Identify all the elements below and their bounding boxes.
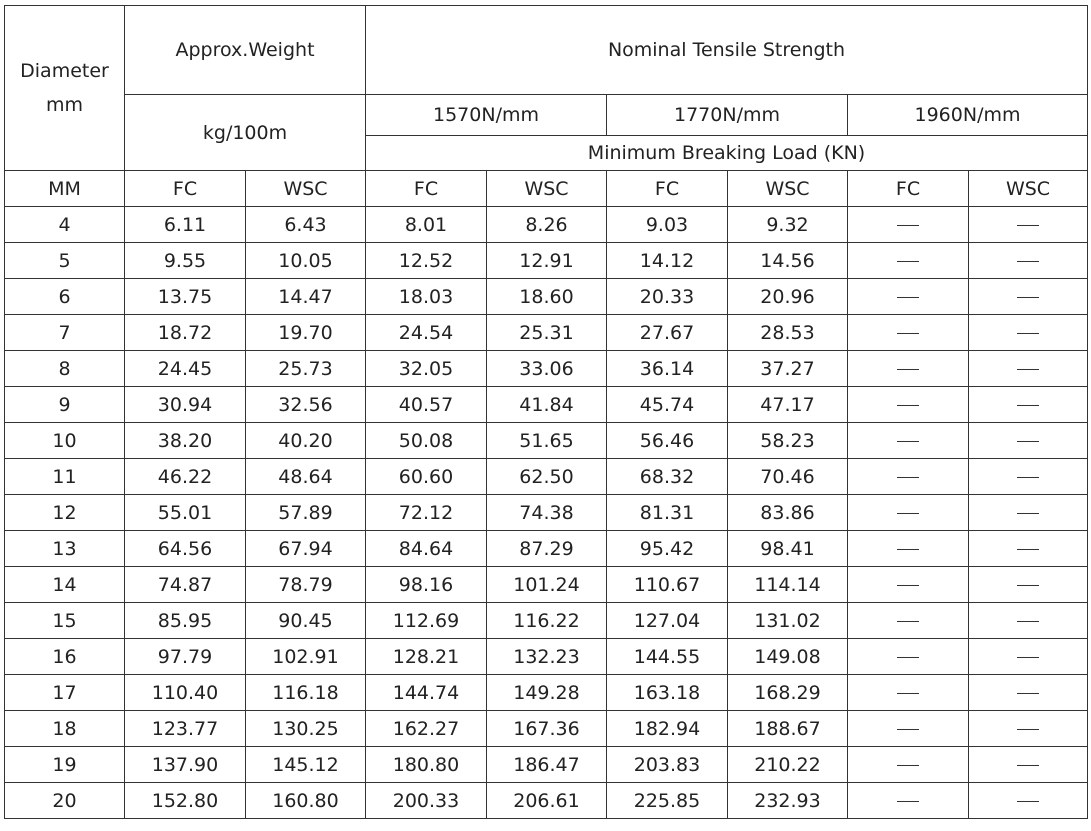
dash-icon xyxy=(1017,441,1039,442)
value-cell: 57.89 xyxy=(246,495,366,531)
diameter-cell: 12 xyxy=(5,495,125,531)
empty-value-cell xyxy=(848,423,969,459)
dash-icon xyxy=(897,549,919,550)
value-cell: 90.45 xyxy=(246,603,366,639)
value-cell: 116.22 xyxy=(487,603,607,639)
diameter-cell: 5 xyxy=(5,243,125,279)
value-cell: 131.02 xyxy=(728,603,848,639)
value-cell: 84.64 xyxy=(366,531,487,567)
value-cell: 232.93 xyxy=(728,783,848,819)
value-cell: 70.46 xyxy=(728,459,848,495)
table-row xyxy=(5,387,1088,423)
dash-icon xyxy=(897,657,919,658)
dash-icon xyxy=(1017,225,1039,226)
table-row xyxy=(5,243,1088,279)
column-subheader-row xyxy=(5,171,1088,207)
dash-icon xyxy=(1017,693,1039,694)
value-cell: 149.28 xyxy=(487,675,607,711)
empty-value-cell xyxy=(969,279,1088,315)
dash-icon xyxy=(897,477,919,478)
dash-icon xyxy=(897,585,919,586)
approx-weight-header: Approx.Weight xyxy=(125,6,366,95)
value-cell: 83.86 xyxy=(728,495,848,531)
empty-value-cell xyxy=(969,495,1088,531)
dash-icon xyxy=(897,225,919,226)
table-row xyxy=(5,351,1088,387)
value-cell: 6.43 xyxy=(246,207,366,243)
min-breaking-load-header: Minimum Breaking Load (KN) xyxy=(366,136,1088,171)
dash-icon xyxy=(897,441,919,442)
dash-icon xyxy=(897,621,919,622)
value-cell: 18.72 xyxy=(125,315,246,351)
value-cell: 27.67 xyxy=(607,315,728,351)
subheader-cell: FC xyxy=(848,171,969,207)
table-row xyxy=(5,639,1088,675)
value-cell: 200.33 xyxy=(366,783,487,819)
value-cell: 210.22 xyxy=(728,747,848,783)
table-row xyxy=(5,603,1088,639)
table-row xyxy=(5,207,1088,243)
value-cell: 137.90 xyxy=(125,747,246,783)
value-cell: 24.45 xyxy=(125,351,246,387)
strength-1770-header: 1770N/mm xyxy=(607,95,848,136)
diameter-cell: 6 xyxy=(5,279,125,315)
value-cell: 19.70 xyxy=(246,315,366,351)
table-row xyxy=(5,567,1088,603)
value-cell: 188.67 xyxy=(728,711,848,747)
value-cell: 116.18 xyxy=(246,675,366,711)
empty-value-cell xyxy=(848,279,969,315)
diameter-cell: 17 xyxy=(5,675,125,711)
nominal-tensile-header: Nominal Tensile Strength xyxy=(366,6,1088,95)
value-cell: 102.91 xyxy=(246,639,366,675)
dash-icon xyxy=(1017,765,1039,766)
empty-value-cell xyxy=(848,747,969,783)
value-cell: 62.50 xyxy=(487,459,607,495)
dash-icon xyxy=(1017,477,1039,478)
dash-icon xyxy=(897,729,919,730)
value-cell: 98.16 xyxy=(366,567,487,603)
diameter-unit: mm xyxy=(45,94,84,116)
empty-value-cell xyxy=(848,639,969,675)
value-cell: 163.18 xyxy=(607,675,728,711)
empty-value-cell xyxy=(969,783,1088,819)
table-row xyxy=(5,423,1088,459)
dash-icon xyxy=(1017,297,1039,298)
diameter-cell: 16 xyxy=(5,639,125,675)
diameter-cell: 8 xyxy=(5,351,125,387)
diameter-label: Diameter xyxy=(20,60,109,82)
dash-icon xyxy=(1017,369,1039,370)
value-cell: 78.79 xyxy=(246,567,366,603)
table-body xyxy=(5,207,1088,819)
value-cell: 182.94 xyxy=(607,711,728,747)
value-cell: 8.01 xyxy=(366,207,487,243)
empty-value-cell xyxy=(969,747,1088,783)
value-cell: 112.69 xyxy=(366,603,487,639)
empty-value-cell xyxy=(969,459,1088,495)
value-cell: 50.08 xyxy=(366,423,487,459)
value-cell: 30.94 xyxy=(125,387,246,423)
subheader-cell: FC xyxy=(607,171,728,207)
value-cell: 24.54 xyxy=(366,315,487,351)
value-cell: 225.85 xyxy=(607,783,728,819)
table-row xyxy=(5,531,1088,567)
diameter-cell: 9 xyxy=(5,387,125,423)
empty-value-cell xyxy=(848,675,969,711)
subheader-cell: FC xyxy=(366,171,487,207)
value-cell: 10.05 xyxy=(246,243,366,279)
value-cell: 8.26 xyxy=(487,207,607,243)
value-cell: 132.23 xyxy=(487,639,607,675)
empty-value-cell xyxy=(848,783,969,819)
dash-icon xyxy=(1017,549,1039,550)
empty-value-cell xyxy=(969,603,1088,639)
value-cell: 14.56 xyxy=(728,243,848,279)
value-cell: 38.20 xyxy=(125,423,246,459)
empty-value-cell xyxy=(969,423,1088,459)
empty-value-cell xyxy=(969,315,1088,351)
empty-value-cell xyxy=(848,351,969,387)
value-cell: 9.03 xyxy=(607,207,728,243)
dash-icon xyxy=(1017,261,1039,262)
value-cell: 9.55 xyxy=(125,243,246,279)
empty-value-cell xyxy=(969,243,1088,279)
diameter-cell: 10 xyxy=(5,423,125,459)
value-cell: 18.03 xyxy=(366,279,487,315)
value-cell: 152.80 xyxy=(125,783,246,819)
value-cell: 36.14 xyxy=(607,351,728,387)
dash-icon xyxy=(1017,621,1039,622)
value-cell: 18.60 xyxy=(487,279,607,315)
dash-icon xyxy=(1017,585,1039,586)
diameter-cell: 18 xyxy=(5,711,125,747)
subheader-cell: WSC xyxy=(487,171,607,207)
value-cell: 98.41 xyxy=(728,531,848,567)
empty-value-cell xyxy=(848,207,969,243)
value-cell: 110.67 xyxy=(607,567,728,603)
value-cell: 20.33 xyxy=(607,279,728,315)
value-cell: 37.27 xyxy=(728,351,848,387)
value-cell: 41.84 xyxy=(487,387,607,423)
table-row xyxy=(5,711,1088,747)
dash-icon xyxy=(897,369,919,370)
value-cell: 14.47 xyxy=(246,279,366,315)
empty-value-cell xyxy=(969,351,1088,387)
diameter-cell: 20 xyxy=(5,783,125,819)
value-cell: 47.17 xyxy=(728,387,848,423)
value-cell: 28.53 xyxy=(728,315,848,351)
subheader-cell: FC xyxy=(125,171,246,207)
value-cell: 110.40 xyxy=(125,675,246,711)
value-cell: 168.29 xyxy=(728,675,848,711)
empty-value-cell xyxy=(969,387,1088,423)
value-cell: 6.11 xyxy=(125,207,246,243)
empty-value-cell xyxy=(969,711,1088,747)
value-cell: 95.42 xyxy=(607,531,728,567)
dash-icon xyxy=(897,333,919,334)
value-cell: 128.21 xyxy=(366,639,487,675)
table-row xyxy=(5,747,1088,783)
value-cell: 145.12 xyxy=(246,747,366,783)
empty-value-cell xyxy=(969,207,1088,243)
subheader-cell: WSC xyxy=(969,171,1088,207)
diameter-header xyxy=(5,6,125,171)
value-cell: 160.80 xyxy=(246,783,366,819)
value-cell: 48.64 xyxy=(246,459,366,495)
value-cell: 81.31 xyxy=(607,495,728,531)
dash-icon xyxy=(1017,657,1039,658)
empty-value-cell xyxy=(969,639,1088,675)
value-cell: 25.31 xyxy=(487,315,607,351)
value-cell: 12.91 xyxy=(487,243,607,279)
strength-1960-header: 1960N/mm xyxy=(848,95,1088,136)
value-cell: 114.14 xyxy=(728,567,848,603)
empty-value-cell xyxy=(848,567,969,603)
value-cell: 144.55 xyxy=(607,639,728,675)
value-cell: 45.74 xyxy=(607,387,728,423)
dash-icon xyxy=(1017,513,1039,514)
value-cell: 64.56 xyxy=(125,531,246,567)
diameter-cell: 7 xyxy=(5,315,125,351)
empty-value-cell xyxy=(848,243,969,279)
diameter-cell: 15 xyxy=(5,603,125,639)
wire-rope-spec-table xyxy=(4,5,1088,819)
value-cell: 203.83 xyxy=(607,747,728,783)
dash-icon xyxy=(1017,801,1039,802)
subheader-cell: MM xyxy=(5,171,125,207)
dash-icon xyxy=(1017,405,1039,406)
table-row xyxy=(5,495,1088,531)
dash-icon xyxy=(897,405,919,406)
value-cell: 149.08 xyxy=(728,639,848,675)
dash-icon xyxy=(1017,729,1039,730)
value-cell: 162.27 xyxy=(366,711,487,747)
value-cell: 87.29 xyxy=(487,531,607,567)
value-cell: 72.12 xyxy=(366,495,487,531)
subheader-cell: WSC xyxy=(246,171,366,207)
dash-icon xyxy=(897,297,919,298)
dash-icon xyxy=(897,261,919,262)
value-cell: 97.79 xyxy=(125,639,246,675)
value-cell: 68.32 xyxy=(607,459,728,495)
diameter-cell: 4 xyxy=(5,207,125,243)
table-row xyxy=(5,459,1088,495)
value-cell: 180.80 xyxy=(366,747,487,783)
value-cell: 33.06 xyxy=(487,351,607,387)
value-cell: 46.22 xyxy=(125,459,246,495)
table-row xyxy=(5,279,1088,315)
empty-value-cell xyxy=(969,567,1088,603)
value-cell: 144.74 xyxy=(366,675,487,711)
value-cell: 51.65 xyxy=(487,423,607,459)
dash-icon xyxy=(897,693,919,694)
table-row xyxy=(5,675,1088,711)
value-cell: 25.73 xyxy=(246,351,366,387)
table-row xyxy=(5,783,1088,819)
diameter-cell: 11 xyxy=(5,459,125,495)
value-cell: 20.96 xyxy=(728,279,848,315)
diameter-cell: 14 xyxy=(5,567,125,603)
dash-icon xyxy=(897,801,919,802)
value-cell: 167.36 xyxy=(487,711,607,747)
empty-value-cell xyxy=(969,675,1088,711)
value-cell: 127.04 xyxy=(607,603,728,639)
empty-value-cell xyxy=(848,495,969,531)
empty-value-cell xyxy=(848,315,969,351)
diameter-cell: 13 xyxy=(5,531,125,567)
empty-value-cell xyxy=(848,459,969,495)
value-cell: 9.32 xyxy=(728,207,848,243)
value-cell: 14.12 xyxy=(607,243,728,279)
value-cell: 32.05 xyxy=(366,351,487,387)
value-cell: 74.38 xyxy=(487,495,607,531)
subheader-cell: WSC xyxy=(728,171,848,207)
empty-value-cell xyxy=(969,531,1088,567)
value-cell: 32.56 xyxy=(246,387,366,423)
value-cell: 206.61 xyxy=(487,783,607,819)
value-cell: 55.01 xyxy=(125,495,246,531)
value-cell: 56.46 xyxy=(607,423,728,459)
value-cell: 58.23 xyxy=(728,423,848,459)
empty-value-cell xyxy=(848,711,969,747)
value-cell: 85.95 xyxy=(125,603,246,639)
value-cell: 74.87 xyxy=(125,567,246,603)
dash-icon xyxy=(1017,333,1039,334)
value-cell: 130.25 xyxy=(246,711,366,747)
value-cell: 13.75 xyxy=(125,279,246,315)
diameter-cell: 19 xyxy=(5,747,125,783)
dash-icon xyxy=(897,513,919,514)
weight-unit-header: kg/100m xyxy=(125,95,366,171)
value-cell: 12.52 xyxy=(366,243,487,279)
strength-1570-header: 1570N/mm xyxy=(366,95,607,136)
value-cell: 186.47 xyxy=(487,747,607,783)
value-cell: 67.94 xyxy=(246,531,366,567)
value-cell: 40.57 xyxy=(366,387,487,423)
empty-value-cell xyxy=(848,603,969,639)
value-cell: 40.20 xyxy=(246,423,366,459)
empty-value-cell xyxy=(848,387,969,423)
table-row xyxy=(5,315,1088,351)
value-cell: 60.60 xyxy=(366,459,487,495)
value-cell: 123.77 xyxy=(125,711,246,747)
dash-icon xyxy=(897,765,919,766)
value-cell: 101.24 xyxy=(487,567,607,603)
empty-value-cell xyxy=(848,531,969,567)
